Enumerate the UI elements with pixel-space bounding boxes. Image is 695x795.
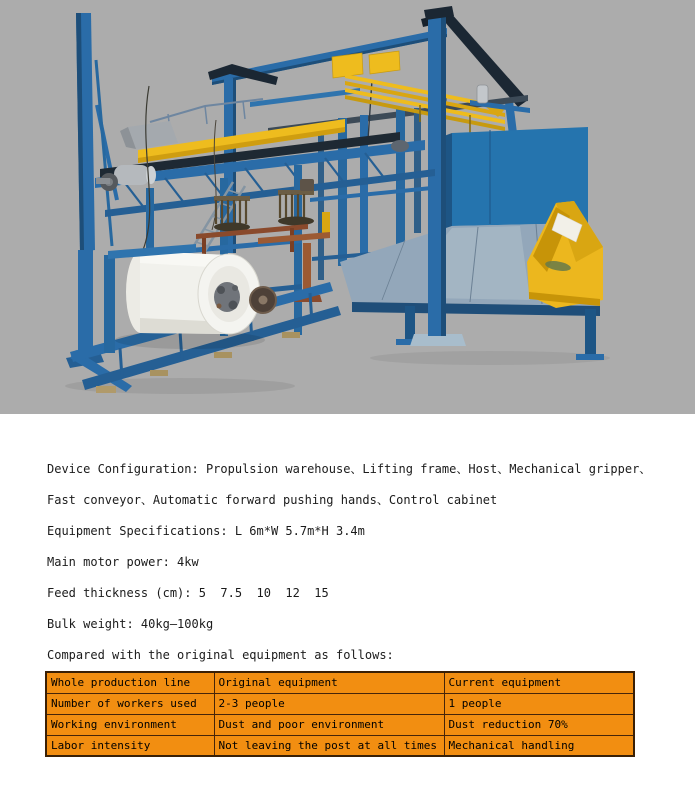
table-row: [46, 714, 634, 735]
table-cell: Dust and poor environment: [214, 714, 444, 735]
table-row: [46, 735, 634, 756]
table-cell: Working environment: [46, 714, 214, 735]
table-cell: Dust reduction 70%: [444, 714, 634, 735]
spec-text-block: [47, 454, 675, 671]
table-cell: 1 people: [444, 693, 634, 714]
table-cell: Mechanical handling: [444, 735, 634, 756]
comparison-table: [45, 671, 635, 757]
table-cell: Original equipment: [214, 672, 444, 693]
spec-line-device-configuration: Device Configuration: Propulsion warehouse、Lifting frame、Host、Mechanical gripper、: [47, 462, 652, 476]
spec-line-feed-thickness: Feed thickness (cm): 5 7.5 10 12 15: [47, 586, 329, 600]
table-cell: Number of workers used: [46, 693, 214, 714]
table-cell: 2-3 people: [214, 693, 444, 714]
spec-line-main-motor-power: Main motor power: 4kw: [47, 555, 199, 569]
table-row: [46, 693, 634, 714]
table-cell: Not leaving the post at all times: [214, 735, 444, 756]
table-cell: Labor intensity: [46, 735, 214, 756]
spec-line-bulk-weight: Bulk weight: 40kg—100kg: [47, 617, 214, 631]
spec-line-comparison-intro: Compared with the original equipment as follows:: [47, 648, 394, 662]
table-cell: Whole production line: [46, 672, 214, 693]
table-row: [46, 672, 634, 693]
spec-line-device-configuration-2: Fast conveyor、Automatic forward pushing hands、Control cabinet: [47, 493, 498, 507]
table-cell: Current equipment: [444, 672, 634, 693]
spec-line-equipment-specifications: Equipment Specifications: L 6m*W 5.7m*H 3.4m: [47, 524, 365, 538]
